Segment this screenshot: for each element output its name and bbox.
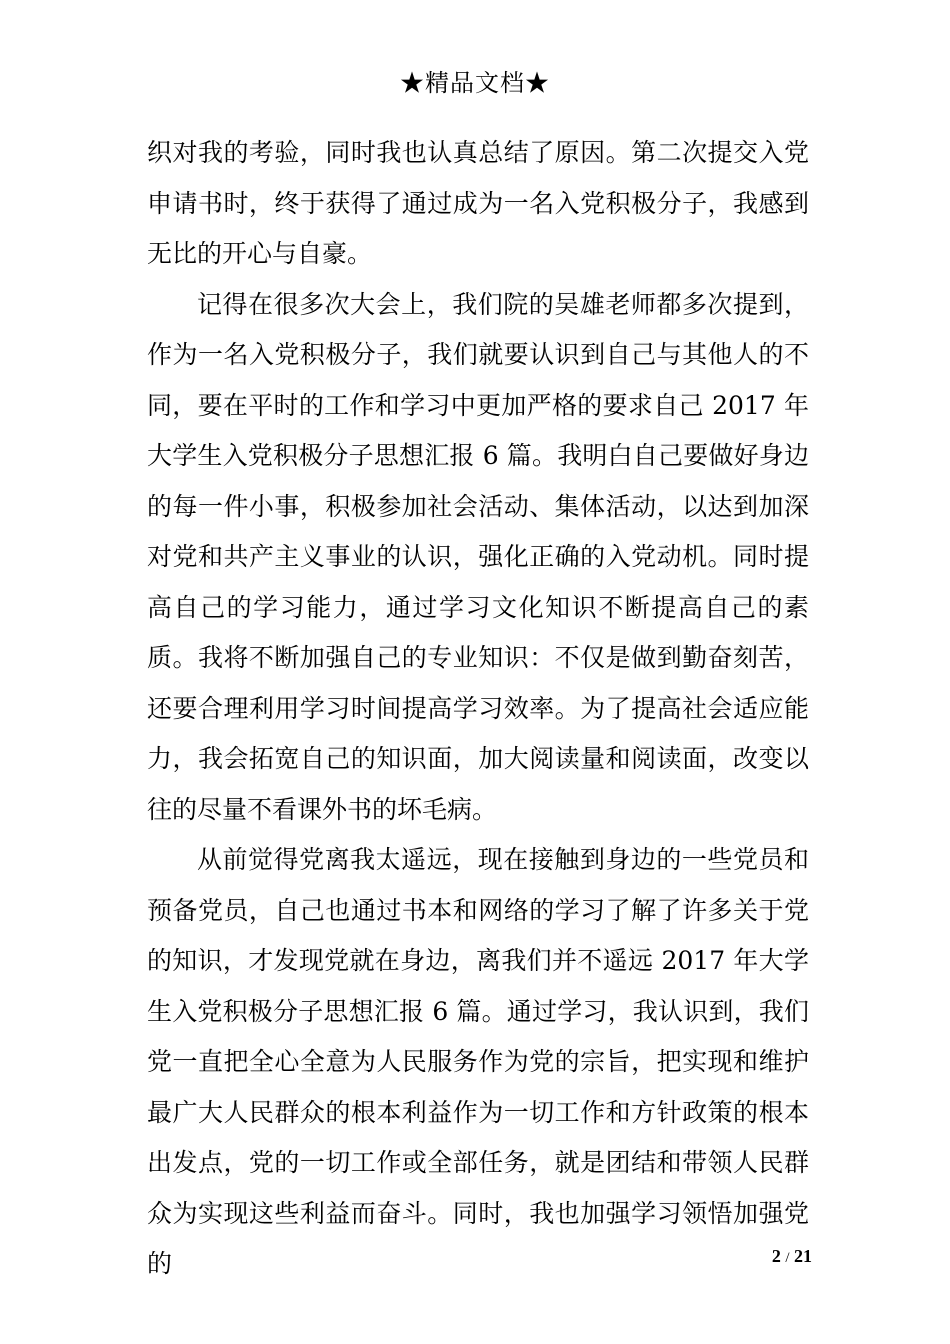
paragraph-continuation: 织对我的考验，同时我也认真总结了原因。第二次提交入党申请书时，终于获得了通过成为一名入党积极分子，我感到无比的开心与自豪。	[147, 138, 809, 268]
current-page: 2	[771, 1246, 781, 1266]
paragraph: 记得在很多次大会上，我们院的吴雄老师都多次提到，作为一名入党积极分子，我们就要认识到自己与其他人的不同，要在平时的工作和学习中更加严格的要求自己 2017 年大学生入党积极分子思想汇报 6 篇。我明白自己要做好身边的每一件小事，积极参加社会活动、集体活动，以达到加深对党和共产主义事业的认识，强化正确的入党动机。同时提高自己的学习能力，通过学习文化知识不断提高自己的素质。我将不断加强自己的专业知识：不仅是做到勤奋刻苦，还要合理利用学习时间提高学习效率。为了提高社会适应能力，我会拓宽自己的知识面，加大阅读量和阅读面，改变以往的尽量不看课外书的坏毛病。	[147, 289, 809, 824]
page-number	[722, 1244, 812, 1270]
document-body	[147, 128, 809, 1290]
page-header	[0, 66, 950, 100]
paragraph: 从前觉得党离我太遥远，现在接触到身边的一些党员和预备党员，自己也通过书本和网络的学习了解了许多关于党的知识，才发现党就在身边，离我们并不遥远 2017 年大学生入党积极分子思想汇报 6 篇。通过学习，我认识到，我们党一直把全心全意为人民服务作为党的宗旨，把实现和维护最广大人民群众的根本利益作为一切工作和方针政策的根本出发点，党的一切工作或全部任务，就是团结和带领人民群众为实现这些利益而奋斗。同时，我也加强学习领悟加强党的	[147, 845, 809, 1278]
total-pages: 21	[794, 1246, 812, 1266]
page-separator: /	[785, 1250, 790, 1266]
header-title: ★精品文档★	[400, 69, 550, 97]
